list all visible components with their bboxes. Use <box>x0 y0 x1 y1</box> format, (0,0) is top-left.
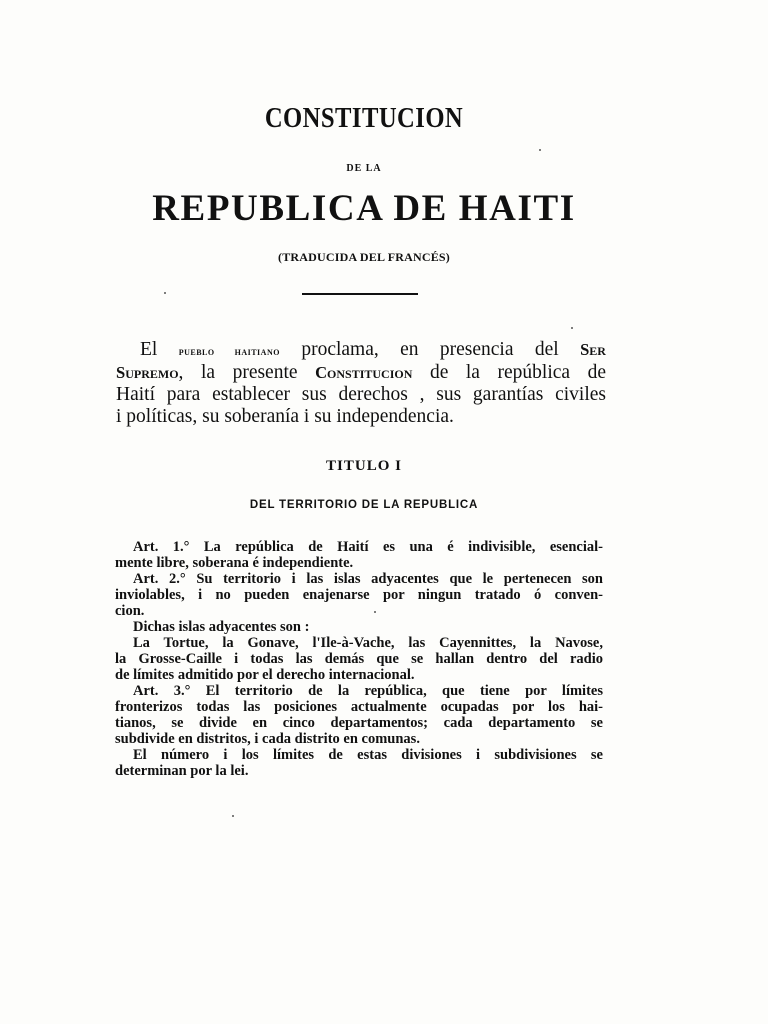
article-3-line: tianos, se divide en cinco departamentos; cada departamento se <box>115 715 603 731</box>
small-caps-ser: Ser <box>580 340 606 359</box>
islands-list-line: de límites admitido por el derecho internacional. <box>115 667 415 683</box>
islands-list-line: La Tortue, la Gonave, l'Ile-à-Vache, las Cayennittes, la Navose, <box>133 635 603 651</box>
article-1-line: Art. 1.° La república de Haití es una é indivisible, esencial- <box>133 539 603 555</box>
section-subtitle: DEL TERRITORIO DE LA REPUBLICA <box>249 499 479 511</box>
paper-speck <box>374 611 376 613</box>
title-divider-rule <box>302 293 418 295</box>
section-title: TITULO I <box>326 458 402 474</box>
preamble-paragraph <box>116 339 606 428</box>
article-3-line: subdivide en distritos, i cada distrito en comunas. <box>115 731 420 747</box>
small-caps-pueblo-haitiano: pueblo haitiano <box>178 344 280 358</box>
article-2-line: cion. <box>115 603 145 619</box>
title-constitucion: CONSTITUCION <box>264 103 464 134</box>
article-3-line: Art. 3.° El territorio de la república, que tiene por límites <box>133 683 603 699</box>
paper-speck <box>164 292 166 294</box>
paper-speck <box>232 815 234 817</box>
divisions-line: determinan por la lei. <box>115 763 249 779</box>
article-1-line: mente libre, soberana é independiente. <box>115 555 354 571</box>
title-de-la: DE LA <box>346 163 382 174</box>
small-caps-supremo: Supremo <box>116 363 179 382</box>
paper-speck <box>571 327 573 329</box>
preamble-line: i políticas, su soberanía i su independencia. <box>116 406 454 427</box>
article-3-line: fronterizos todas las posiciones actualmente ocupadas por los hai- <box>115 699 603 715</box>
paper-speck <box>539 149 541 151</box>
article-2-line: Art. 2.° Su territorio i las islas adyacentes que le pertenecen son <box>133 571 603 587</box>
islands-intro-line: Dichas islas adyacentes son : <box>133 619 310 635</box>
divisions-line: El número i los límites de estas divisiones i subdivisiones se <box>133 747 603 763</box>
preamble-line: Haití para establecer sus derechos , sus garantías civiles <box>116 384 606 405</box>
small-caps-constitucion: Constitucion <box>315 363 413 382</box>
title-republica-de-haiti: REPUBLICA DE HAITI <box>152 188 576 229</box>
articles-text <box>115 539 603 779</box>
article-2-line: inviolables, i no pueden enajenarse por ningun tratado ó conven- <box>115 587 603 603</box>
preamble-line: Supremo, la presente Constitucion de la república de <box>116 362 606 383</box>
preamble-line: El pueblo haitiano proclama, en presencia del Ser <box>140 339 606 360</box>
islands-list-line: la Grosse-Caille i todas las demás que se hallan dentro del radio <box>115 651 603 667</box>
title-traducida: (TRADUCIDA DEL FRANCÉS) <box>278 250 450 264</box>
